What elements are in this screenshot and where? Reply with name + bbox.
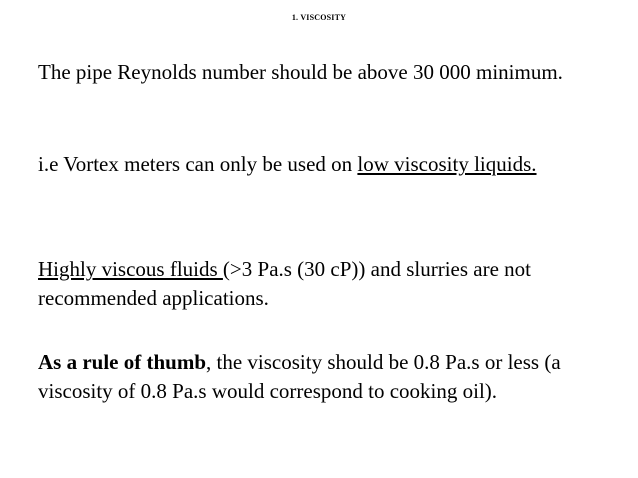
paragraph-rule-of-thumb-text: , the viscosity should be 0.8 Pa.s or less (a viscosity of 0.8 Pa.s would correspond to cooking oil).	[38, 350, 561, 403]
paragraph-highly-viscous-fluids-text: (>3 Pa.s (30 cP)) and slurries are not recommended applications.	[38, 257, 532, 310]
bold-rule-of-thumb: As a rule of thumb	[38, 350, 207, 374]
paragraph-highly-viscous-fluids	[38, 255, 628, 313]
paragraph-reynolds-number	[38, 58, 628, 87]
paragraph-vortex-meters-text: i.e Vortex meters can only be used on	[38, 152, 358, 176]
underlined-highly-viscous-fluids: Highly viscous fluids	[38, 257, 223, 281]
paragraph-rule-of-thumb	[38, 348, 628, 406]
paragraph-reynolds-number-text: The pipe Reynolds number should be above 30 000 minimum.	[38, 60, 563, 84]
underlined-low-viscosity-liquids: low viscosity liquids.	[357, 152, 537, 176]
paragraph-vortex-meters	[38, 150, 628, 179]
slide-title: 1. VISCOSITY	[291, 13, 347, 22]
